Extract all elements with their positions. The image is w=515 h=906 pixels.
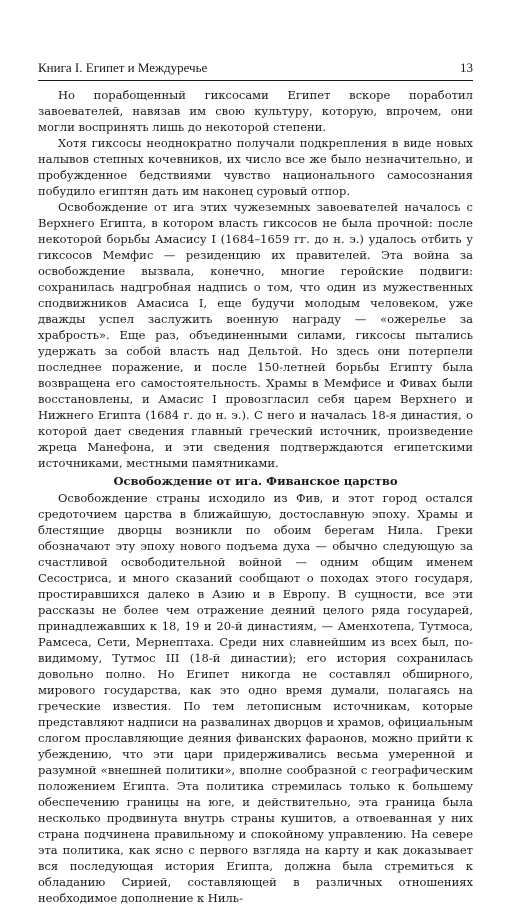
page-number: 13	[460, 60, 473, 75]
paragraph: Хотя гиксосы неоднократно получали подкрепления в виде новых налывов степных кочевников, их число все же было незначительно, и пробужденное бедствиями чувство национального самосознания побудило египтян дать им наконец суровый отпор.	[38, 136, 473, 198]
section-heading: Освобождение от ига. Фиванское царство	[113, 474, 398, 488]
paragraph: Но порабощенный гиксосами Египет вскоре поработил завоевателей, навязав им свою культуру, которую, впрочем, они могли воспринять лишь до некоторой степени.	[38, 88, 473, 134]
running-header	[38, 60, 473, 78]
running-title: Книга I. Египет и Междуречье	[38, 60, 208, 75]
page-body	[38, 87, 473, 906]
paragraph: Освобождение от ига этих чужеземных завоевателей началось с Верхнего Египта, в котором власть гиксосов не была прочной: после некоторой борьбы Амасису I (1684–1659 гг. до н. э.) удалось отбить у гиксосов Мемфис — резиденцию их правителей. Эта война за освобождение вызвала, конечно, многие геройские подвиги: сохранилась надгробная надпись о том, что один из мужественных сподвижников Амасиса I, еще будучи молодым человеком, уже дважды успел заслужить военную награду — «ожерелье за храбрость». Еще раз, объединенными силами, гиксосы пытались удержать за собой власть над Дельтой. Но здесь они потерпели последнее поражение, и после 150-летней борьбы Египту была возвращена его самостоятельность. Храмы в Мемфисе и Фивах были восстановлены, и Амасис I провозгласил себя царем Верхнего и Нижнего Египта (1684 г. до н. э.). С него и началась 18-я династия, о которой дает сведения главный греческий источник, произведение жреца Манефона, и эти сведения подтверждаются египетскими источниками, местными памятниками.	[38, 200, 473, 470]
header-rule	[38, 80, 473, 81]
paragraph: Освобождение страны исходило из Фив, и этот город остался средоточием царства в ближайшую, достославную эпоху. Храмы и блестящие дворцы возникли по обоим берегам Нила. Греки обозначают эту эпоху нового подъема духа — обычно следующую за счастливой освободительной войной — одним общим именем Сесостриса, и много сказаний сообщают о походах этого государя, простиравшихся далеко в Азию и в Европу. В сущности, все эти рассказы не более чем отражение деяний целого ряда государей, принадлежавших к 18, 19 и 20-й династиям, — Аменхотепа, Тутмоса, Рамсеса, Сети, Мернептаха. Среди них славнейшим из всех был, по-видимому, Тутмос III (18-й династии); его история сохранилась довольно полно. Но Египет никогда не составлял обширного, мирового государства, как это одно время думали, полагаясь на греческие известия. По тем летописным источникам, которые представляют надписи на развалинах дворцов и храмов, официальным слогом прославляющие деяния фиванских фараонов, можно прийти к убеждению, что эти цари придерживались весьма умеренной и разумной «внешней политики», вполне сообразной с географическим положением Египта. Эта политика стремилась только к большему обеспечению границы на юге, и действительно, эта граница была несколько продвинута внутрь страны кушитов, а отвоеванная у них страна подчинена правильному и спокойному управлению. На севере эта политика, как ясно с первого взгляда на карту и как доказывает вся последующая история Египта, должна была стремиться к обладанию Сирией, составляющей в различных отношениях необходимое дополнение к Ниль-	[38, 491, 473, 905]
